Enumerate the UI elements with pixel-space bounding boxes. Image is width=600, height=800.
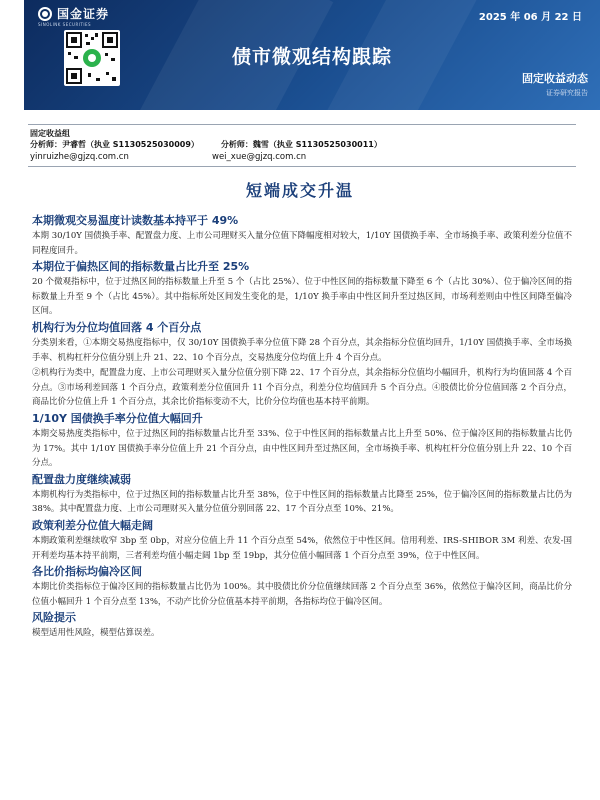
section-heading: 政策利差分位值大幅走阔 <box>32 518 153 532</box>
author-block <box>30 128 382 150</box>
analyst-1: 分析师：尹睿哲（执业 S1130525030009） <box>30 140 199 149</box>
section-paragraph: 本期 30/10Y 国债换手率、配置盘力度、上市公司理财买入量分位值下降幅度相对较大，1/10Y 国债换手率、全市场换手率、政策利差分位值不同程度回升。 <box>32 231 572 256</box>
section-paragraph: 本期比价类指标位于偏冷区间的指标数量占比仍为 100%。其中股债比价分位值继续回落 2 个百分点至 36%，依然位于偏冷区间，商品比价分位值小幅回升 1 个百分点至 13%，不动产比价分位值基本持平前期，各指标均位于偏冷区间。 <box>32 582 572 607</box>
section-heading: 本期位于偏热区间的指标数量占比升至 25% <box>32 260 250 274</box>
section-heading: 机构行为分位均值回落 4 个百分点 <box>32 320 202 334</box>
report-date: 2025 年 06 月 22 日 <box>478 12 582 23</box>
brand-logo <box>38 5 109 22</box>
department-label: 固定收益组 <box>30 129 70 138</box>
section-heading: 本期微观交易温度计读数基本持平于 49% <box>32 214 239 227</box>
section-paragraph: 本期机构行为类指标中，位于过热区间的指标数量占比升至 38%，位于中性区间的指标数量占比降至 25%，位于偏冷区间的指标数量占比仍为 38%。其中配置盘力度、上市公司理财买入量分位值分别回落 22、17 个百分点至 10%、21%。 <box>32 489 572 515</box>
section-paragraph: ②机构行为类中，配置盘力度、上市公司理财买入量分位值分别下降 22、17 个百分点，其余指标分位值均小幅回升，机构行为均值回落 4 个百分点。③市场利差回落 1 个百分点，政策利差分位值回升 11 个百分点，利差分位均值回升 5 个百分点。④股债比价分位值回落 2 个百分点，商品比价分位值上升 1 个百分点，其余比价指标变动不大，比价分位均值也基本持平前期。 <box>32 368 572 408</box>
section-heading: 各比价指标均偏冷区间 <box>32 565 142 579</box>
report-type: 固定收益动态 <box>522 72 588 85</box>
section-paragraph: 本期交易热度类指标中，位于过热区间的指标数量占比升至 33%、位于中性区间的指标数量占比上升至 50%、位于偏冷区间的指标数量占比仍为 17%。其中 1/10Y 国债换手率分位值上升 21 个百分点，由中性区间升至过热区间，全市场换手率、机构杠杆分位值分别上升 22、10 个百分点。 <box>32 428 572 469</box>
logo-mark-icon <box>38 7 52 21</box>
brand-name: 国金证券 <box>57 7 110 21</box>
divider <box>28 166 576 167</box>
report-series-title: 债市微观结构跟踪 <box>231 46 392 68</box>
section-heading: 配置盘力度继续减弱 <box>32 472 131 486</box>
analyst-1-email[interactable]: yinruizhe@gjzq.com.cn <box>30 152 129 162</box>
brand-subtitle: SINOLINK SECURITIES <box>38 22 92 27</box>
main-title: 短端成交升温 <box>245 181 354 200</box>
section-paragraph: 20 个微观指标中，位于过热区间的指标数量上升至 5 个（占比 25%）、位于中性区间的指标数量下降至 6 个（占比 30%）、位于偏冷区间的指标数量上升至 9 个（占比 45%）。其中指标所处区间发生变化的是，1/10Y 换手率由中性区间升至过热区间，市场利差则由中性区间降至偏冷区间。 <box>32 277 572 317</box>
analyst-2: 分析师：魏雪（执业 S1130525030011） <box>220 140 382 149</box>
section-heading: 风险提示 <box>32 611 76 625</box>
report-subtype: 证券研究报告 <box>546 89 588 97</box>
section-paragraph: 本期政策利差继续收窄 3bp 至 0bp，对应分位值上升 11 个百分点至 54%，依然位于中性区间。信用利差、IRS-SHIBOR 3M 利差、农发-国开利差均基本持平前期，三者利差均值小幅走阔 1bp 至 19bp，其分位值小幅回落 1 个百分点至 39%，位于中性区间。 <box>32 535 572 561</box>
header-banner <box>24 0 600 110</box>
divider <box>28 124 576 125</box>
section-paragraph: 模型适用性风险，模型估算误差。 <box>32 628 160 639</box>
report-content <box>32 213 572 642</box>
section-paragraph: 分类别来看，①本期交易热度指标中，仅 30/10Y 国债换手率分位值下降 28 个百分点，其余指标分位值均回升，1/10Y 国债换手率、全市场换手率、机构杠杆分位值分别上升 21、22、10 个百分点，交易热度分位均值上升 4 个百分点。 <box>32 337 572 363</box>
section-heading: 1/10Y 国债换手率分位值大幅回升 <box>32 411 203 425</box>
analyst-2-email[interactable]: wei_xue@gjzq.com.cn <box>212 152 307 162</box>
